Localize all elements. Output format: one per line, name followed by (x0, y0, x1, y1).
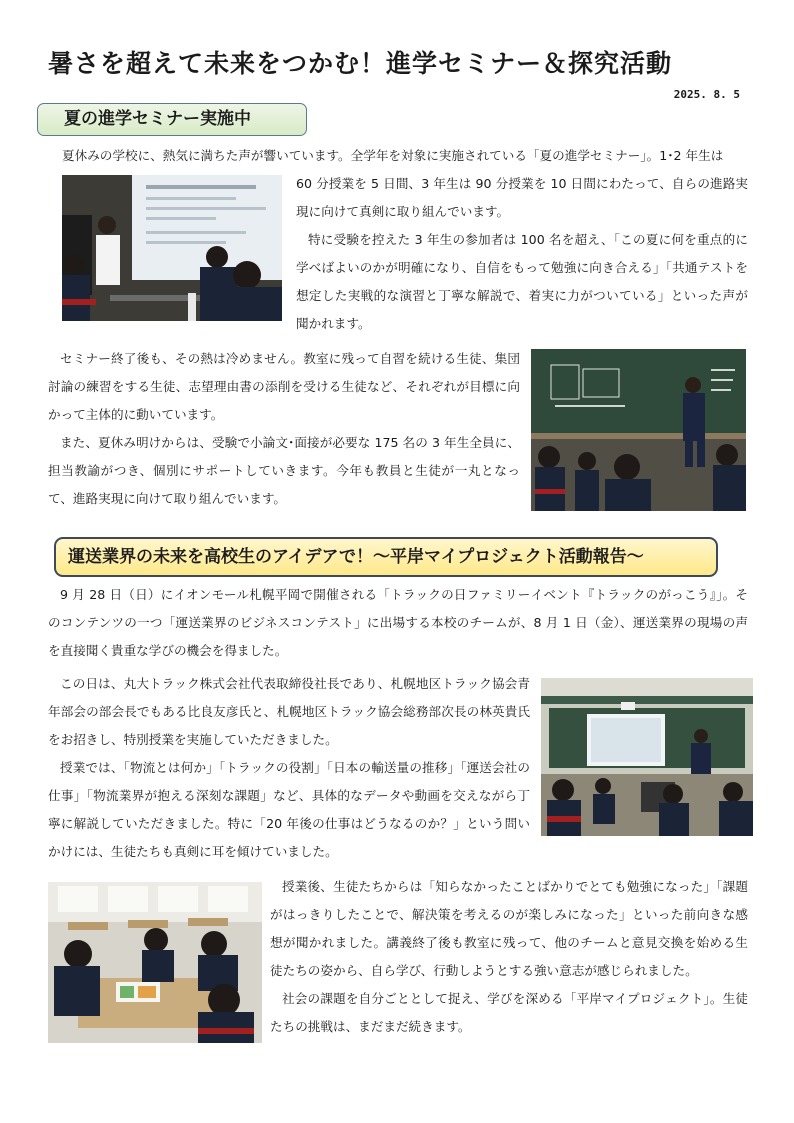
section2-heading: 運送業界の未来を高校生のアイデアで！～平岸マイプロジェクト活動報告～ (54, 537, 718, 577)
s2-para2: この日は、丸大トラック株式会社代表取締役社長であり、札幌地区トラック協会青年部会の部会長でもある比良友彦氏と、札幌地区トラック協会総務部次長の林英貴氏をお招きし、特別授業を実施していただきました。 (48, 676, 530, 747)
page-title: 暑さを超えて未来をつかむ！進学セミナー＆探究活動 (48, 49, 673, 78)
section1-heading: 夏の進学セミナー実施中 (37, 103, 307, 136)
s1-para1-rest: 60 分授業を 5 日間、3 年生は 90 分授業を 10 日間にわたって、自らの進路実現に向けて真剣に取り組んでいます。 (296, 176, 748, 219)
special-lecture-photo (541, 678, 753, 836)
s2-para5: 社会の課題を自分ごととして捉え、学びを深める「平岸マイプロジェクト」。生徒たちの挑戦は、まだまだ続きます。 (270, 991, 748, 1034)
seminar-lecture-photo (62, 175, 282, 321)
s1-para2: 特に受験を控えた 3 年生の参加者は 100 名を超え、「この夏に何を重点的に学べばよいのかが明確になり、自信をもって勉強に向き合える」「共通テストを想定した実戦的な演習と丁寧な解説で、着実に力がついている」といった声が聞かれます。 (296, 232, 748, 331)
s2-para4: 授業後、生徒たちからは「知らなかったことばかりでとても勉強になった」「課題がはっきりしたことで、解決策を考えるのが楽しみになった」といった前向きな感想が聞かれました。講義終了後も教室に残って、他のチームと意見交換を始める生徒たちの姿から、自ら学び、行動しようとする強い意志が感じられました。 (270, 879, 748, 978)
s1-para1-line1: 夏休みの学校に、熱気に満ちた声が響いています。全学年を対象に実施されている「夏の進学セミナー」。1･2 年生は (62, 148, 724, 163)
s1-para3: セミナー終了後も、その熱は冷めません。教室に残って自習を続ける生徒、集団討論の練習をする生徒、志望理由書の添削を受ける生徒など、それぞれが目標に向かって主体的に動いています。 (48, 351, 520, 422)
issue-date: 2025. 8. 5 (673, 88, 740, 101)
classroom-chalkboard-photo (531, 349, 746, 511)
s1-para4: また、夏休み明けからは、受験で小論文･面接が必要な 175 名の 3 年生全員に、担当教諭がつき、個別にサポートしていきます。今年も教員と生徒が一丸となって、進路実現に向けて取り組んでいます。 (48, 435, 520, 506)
s2-para3: 授業では、「物流とは何か」「トラックの役割」「日本の輸送量の推移」「運送会社の仕事」「物流業界が抱える深刻な課題」など、具体的なデータや動画を交えながら丁寧に解説していただきました。特に「20 年後の仕事はどうなるのか？」という問いかけには、生徒たちも真剣に耳を傾けていました。 (48, 760, 530, 859)
group-discussion-photo (48, 882, 262, 1043)
s2-para1: 9 月 28 日（日）にイオンモール札幌平岡で開催される「トラックの日ファミリーイベント『トラックのがっこう』」。そのコンテンツの一つ「運送業界のビジネスコンテスト」に出場する本校のチームが、8 月 1 日（金）、運送業界の現場の声を直接聞く貴重な学びの機会を得ました。 (48, 587, 748, 658)
